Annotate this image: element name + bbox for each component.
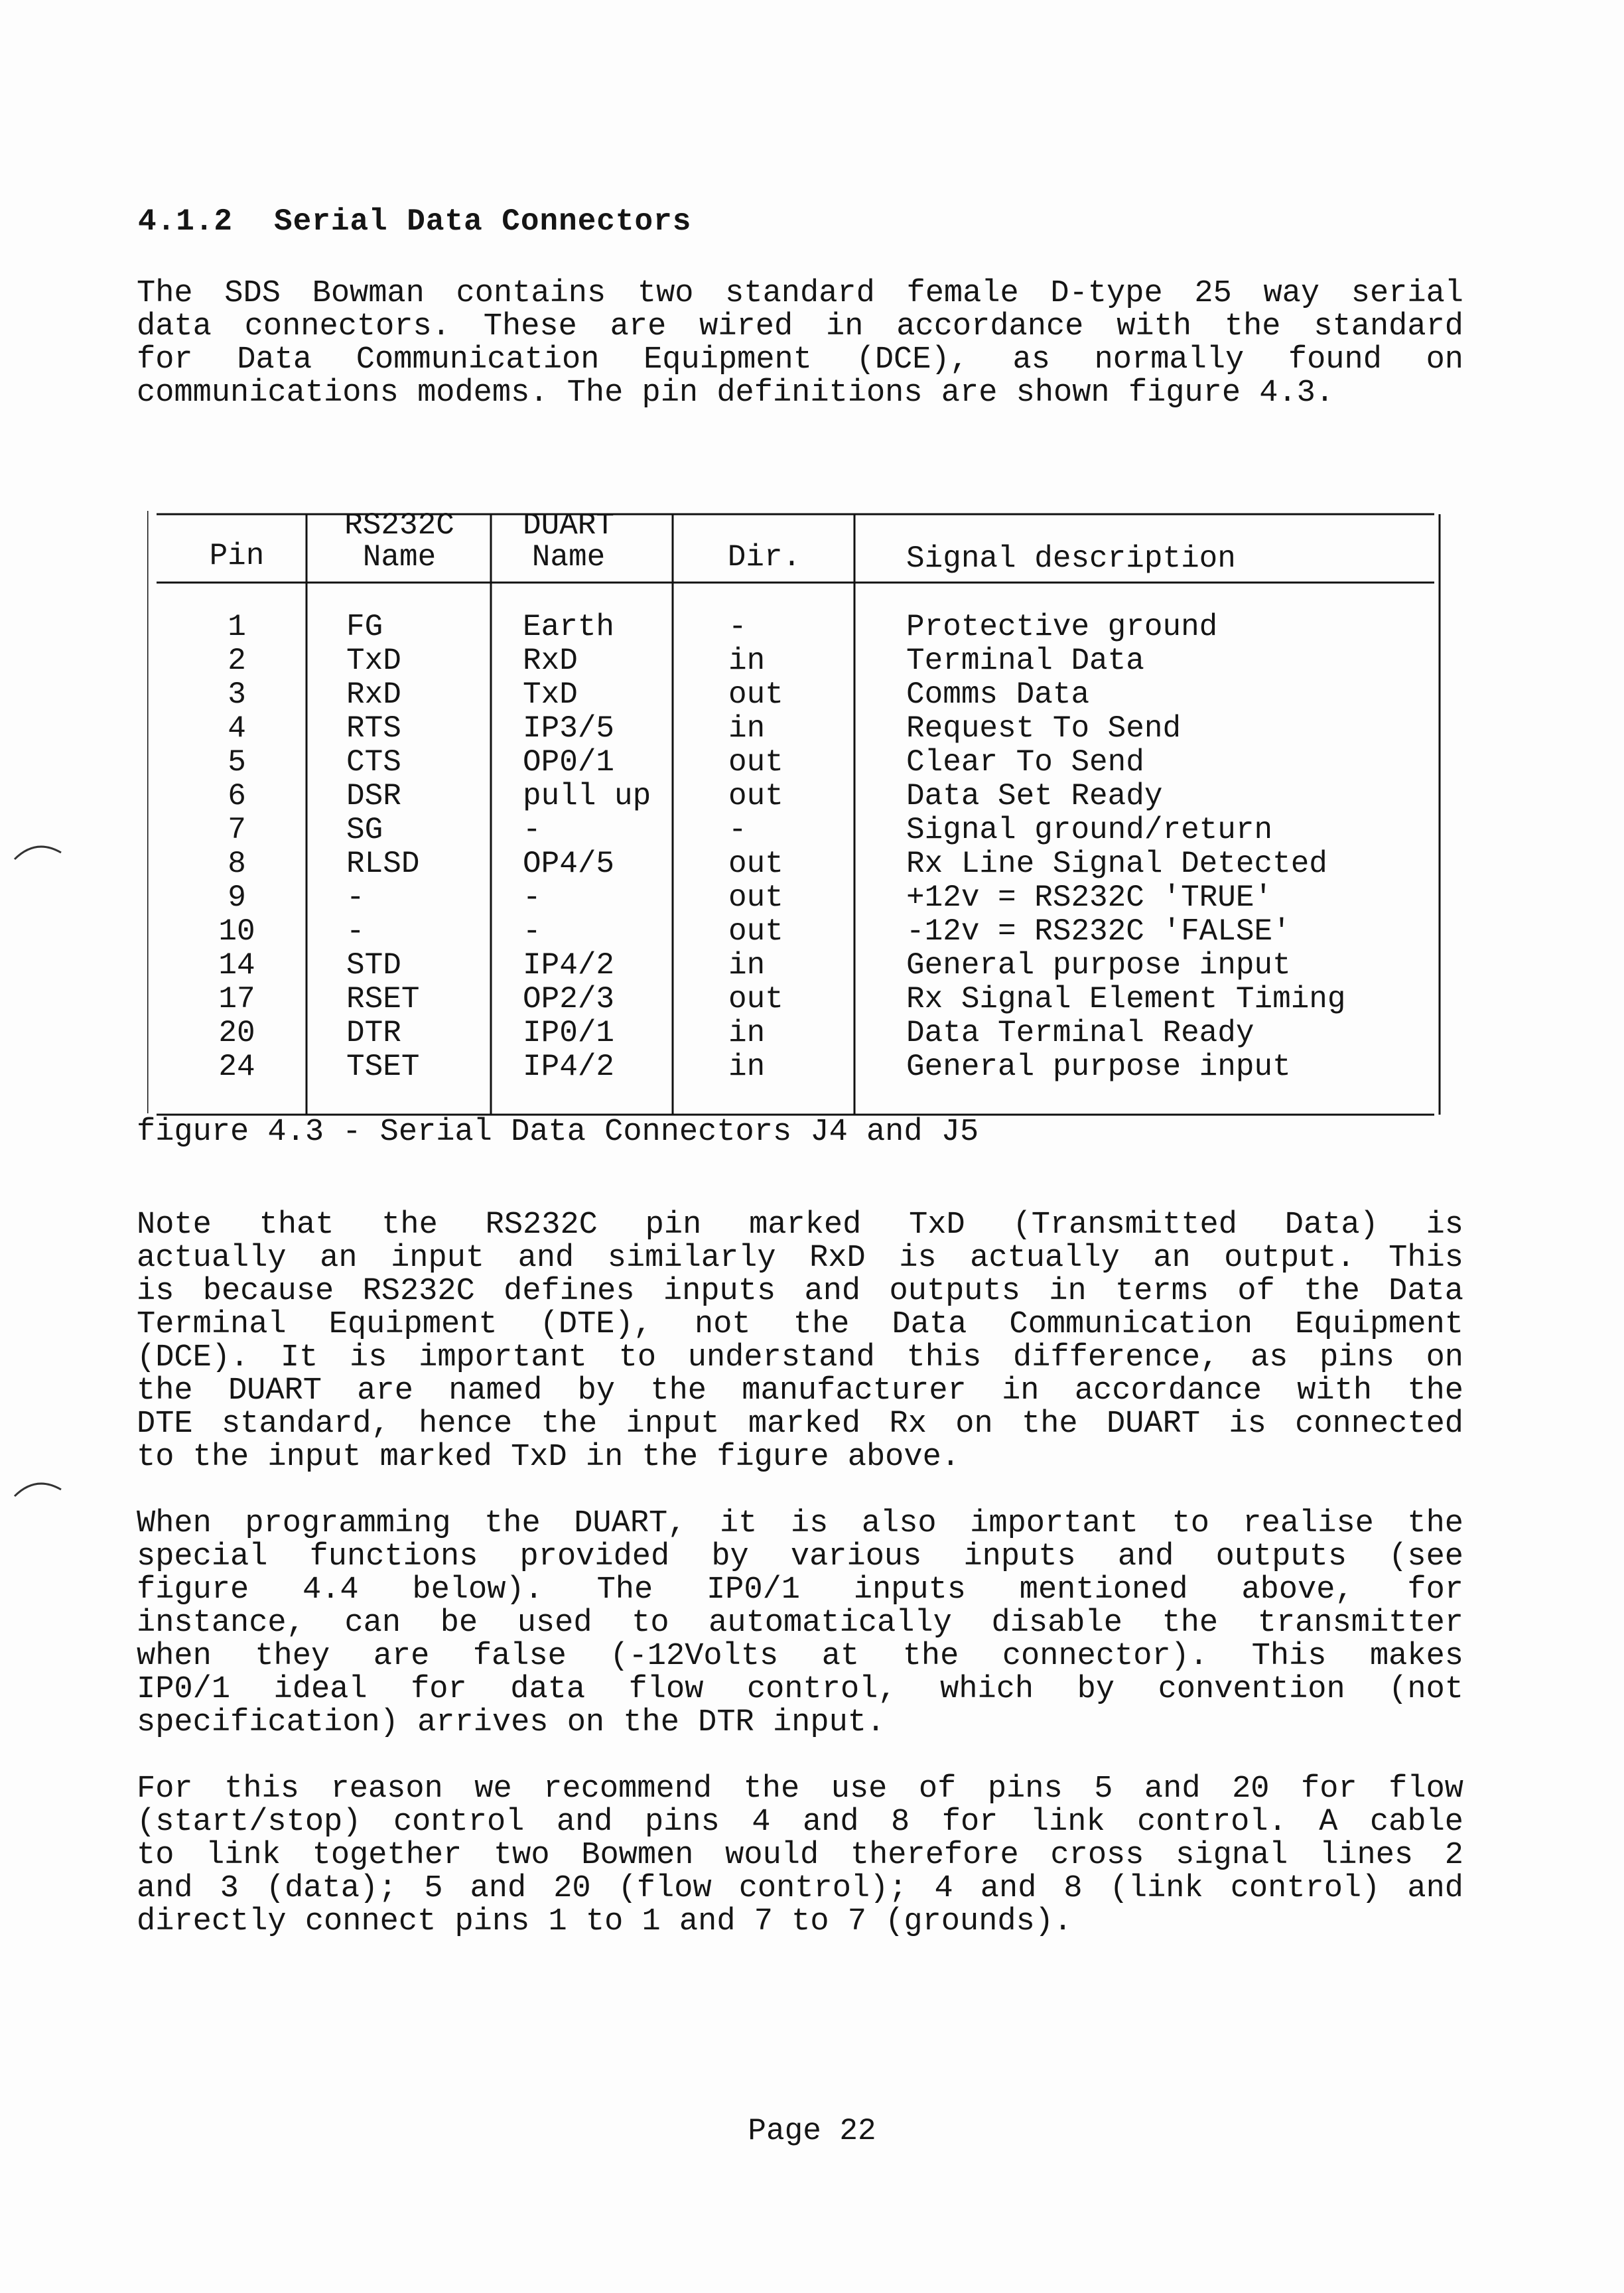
punch-hole-mark-lower (9, 1470, 69, 1503)
header-rs232c-line1: RS232C (344, 508, 454, 543)
cell-signal-description: Request To Send (906, 711, 1182, 746)
cell-rs232c-name: - (346, 880, 365, 915)
cell-duart-name: Earth (523, 610, 615, 644)
cell-rs232c-name: CTS (346, 745, 401, 780)
cell-rs232c-name: RLSD (346, 847, 420, 881)
header-dir: Dir. (727, 540, 801, 575)
cell-direction: out (728, 982, 783, 1016)
note-line: DTE standard, hence the input marked Rx on the DUART is connected (137, 1407, 1463, 1442)
note-line: (DCE). It is important to understand this difference, as pins on (137, 1340, 1463, 1375)
programming-line: instance, can be used to automatically disable the transmitter (137, 1606, 1463, 1641)
note-line: actually an input and similarly RxD is actually an output. This (137, 1241, 1463, 1276)
cell-duart-name: - (523, 813, 541, 847)
recommendation-line: (start/stop) control and pins 4 and 8 for link control. A cable (137, 1805, 1463, 1840)
cell-duart-name: IP4/2 (523, 948, 615, 983)
cell-signal-description: Rx Line Signal Detected (906, 847, 1327, 881)
recommendation-line: to link together two Bowmen would therefore cross signal lines 2 (137, 1838, 1463, 1873)
cell-direction: out (728, 745, 783, 780)
recommendation-line: For this reason we recommend the use of pins 5 and 20 for flow (137, 1772, 1463, 1807)
cell-direction: in (728, 1016, 766, 1050)
section-number: 4.1.2 (138, 204, 234, 239)
cell-signal-description: Terminal Data (906, 644, 1144, 678)
cell-direction: out (728, 847, 783, 881)
note-line: is because RS232C defines inputs and outputs in terms of the Data (137, 1274, 1463, 1309)
cell-rs232c-name: DSR (346, 779, 401, 813)
cell-pin: 4 (228, 711, 246, 746)
note-line: the DUART are named by the manufacturer in accordance with the (137, 1373, 1463, 1409)
cell-pin: 3 (228, 677, 246, 712)
note-line: Terminal Equipment (DTE), not the Data Communication Equipment (137, 1307, 1463, 1342)
recommendation-paragraph (137, 1773, 1463, 1939)
cell-duart-name: pull up (523, 779, 651, 813)
cell-direction: - (728, 610, 747, 644)
cell-rs232c-name: - (346, 914, 365, 949)
header-rs232c (308, 510, 491, 573)
cell-signal-description: Data Set Ready (906, 779, 1163, 813)
cell-pin: 24 (218, 1050, 255, 1084)
cell-pin: 10 (218, 914, 255, 949)
cell-pin: 2 (228, 644, 246, 678)
cell-signal-description: General purpose input (906, 948, 1291, 983)
cell-rs232c-name: TxD (346, 644, 401, 678)
header-signal: Signal description (906, 541, 1236, 576)
cell-rs232c-name: RSET (346, 982, 420, 1016)
cell-rs232c-name: TSET (346, 1050, 420, 1084)
cell-signal-description: General purpose input (906, 1050, 1291, 1084)
note-paragraph (137, 1209, 1463, 1474)
cell-direction: in (728, 1050, 766, 1084)
intro-paragraph (137, 277, 1463, 410)
cell-signal-description: Protective ground (906, 610, 1218, 644)
cell-signal-description: Signal ground/return (906, 813, 1273, 847)
cell-duart-name: RxD (523, 644, 578, 678)
note-line: Note that the RS232C pin marked TxD (Transmitted Data) is (137, 1208, 1463, 1243)
cell-rs232c-name: FG (346, 610, 383, 644)
cell-direction: out (728, 677, 783, 712)
cell-pin: 17 (218, 982, 255, 1016)
cell-duart-name: IP0/1 (523, 1016, 615, 1050)
programming-line: IP0/1 ideal for data flow control, which by convention (not (137, 1672, 1463, 1707)
section-title: Serial Data Connectors (274, 204, 692, 239)
cell-rs232c-name: DTR (346, 1016, 401, 1050)
page-number: Page 22 (748, 2114, 876, 2148)
programming-line: when they are false (-12Volts at the connector). This makes (137, 1639, 1463, 1674)
cell-duart-name: - (523, 914, 541, 949)
cell-rs232c-name: RTS (346, 711, 401, 746)
cell-pin: 20 (218, 1016, 255, 1050)
cell-direction: out (728, 880, 783, 915)
cell-pin: 8 (228, 847, 246, 881)
cell-pin: 14 (218, 948, 255, 983)
cell-signal-description: Data Terminal Ready (906, 1016, 1254, 1050)
cell-direction: in (728, 711, 766, 746)
cell-direction: out (728, 914, 783, 949)
cell-signal-description: Clear To Send (906, 745, 1144, 780)
recommendation-line: directly connect pins 1 to 1 and 7 to 7 (grounds). (137, 1904, 1073, 1939)
cell-duart-name: OP4/5 (523, 847, 615, 881)
punch-hole-mark-upper (9, 833, 69, 866)
cell-direction: in (728, 948, 766, 983)
cell-signal-description: +12v = RS232C 'TRUE' (906, 880, 1273, 915)
cell-rs232c-name: STD (346, 948, 401, 983)
cell-duart-name: TxD (523, 677, 578, 712)
header-duart-line1: DUART (522, 508, 615, 543)
cell-signal-description: -12v = RS232C 'FALSE' (906, 914, 1291, 949)
cell-pin: 5 (228, 745, 246, 780)
cell-direction: in (728, 644, 766, 678)
cell-rs232c-name: RxD (346, 677, 401, 712)
cell-duart-name: OP0/1 (523, 745, 615, 780)
header-pin: Pin (209, 539, 265, 573)
cell-pin: 6 (228, 779, 246, 813)
cell-signal-description: Comms Data (906, 677, 1090, 712)
intro-line: data connectors. These are wired in accordance with the standard (137, 309, 1463, 344)
cell-direction: out (728, 779, 783, 813)
recommendation-line: and 3 (data); 5 and 20 (flow control); 4 and 8 (link control) and (137, 1871, 1463, 1906)
cell-signal-description: Rx Signal Element Timing (906, 982, 1346, 1016)
note-line: to the input marked TxD in the figure above. (137, 1440, 961, 1475)
cell-pin: 7 (228, 813, 246, 847)
cell-duart-name: IP4/2 (523, 1050, 615, 1084)
cell-direction: - (728, 813, 747, 847)
cell-duart-name: IP3/5 (523, 711, 615, 746)
programming-line: special functions provided by various inputs and outputs (see (137, 1539, 1463, 1574)
programming-line: figure 4.4 below). The IP0/1 inputs mentioned above, for (137, 1572, 1463, 1608)
programming-paragraph (137, 1507, 1463, 1740)
figure-caption: figure 4.3 - Serial Data Connectors J4 and J5 (137, 1115, 979, 1150)
cell-pin: 1 (228, 610, 246, 644)
intro-line: communications modems. The pin definitions are shown figure 4.3. (137, 376, 1335, 411)
cell-rs232c-name: SG (346, 813, 383, 847)
programming-line: When programming the DUART, it is also important to realise the (137, 1506, 1463, 1541)
intro-line: for Data Communication Equipment (DCE), as normally found on (137, 342, 1463, 378)
cell-duart-name: OP2/3 (523, 982, 615, 1016)
header-rs232c-line2: Name (362, 540, 437, 575)
section-heading (138, 204, 691, 239)
header-duart-line2: Name (531, 540, 606, 575)
pin-definition-table (147, 508, 1441, 1121)
header-duart (492, 510, 645, 573)
cell-pin: 9 (228, 880, 246, 915)
programming-line: specification) arrives on the DTR input. (137, 1705, 886, 1740)
intro-line: The SDS Bowman contains two standard female D-type 25 way serial (137, 276, 1463, 311)
cell-duart-name: - (523, 880, 541, 915)
